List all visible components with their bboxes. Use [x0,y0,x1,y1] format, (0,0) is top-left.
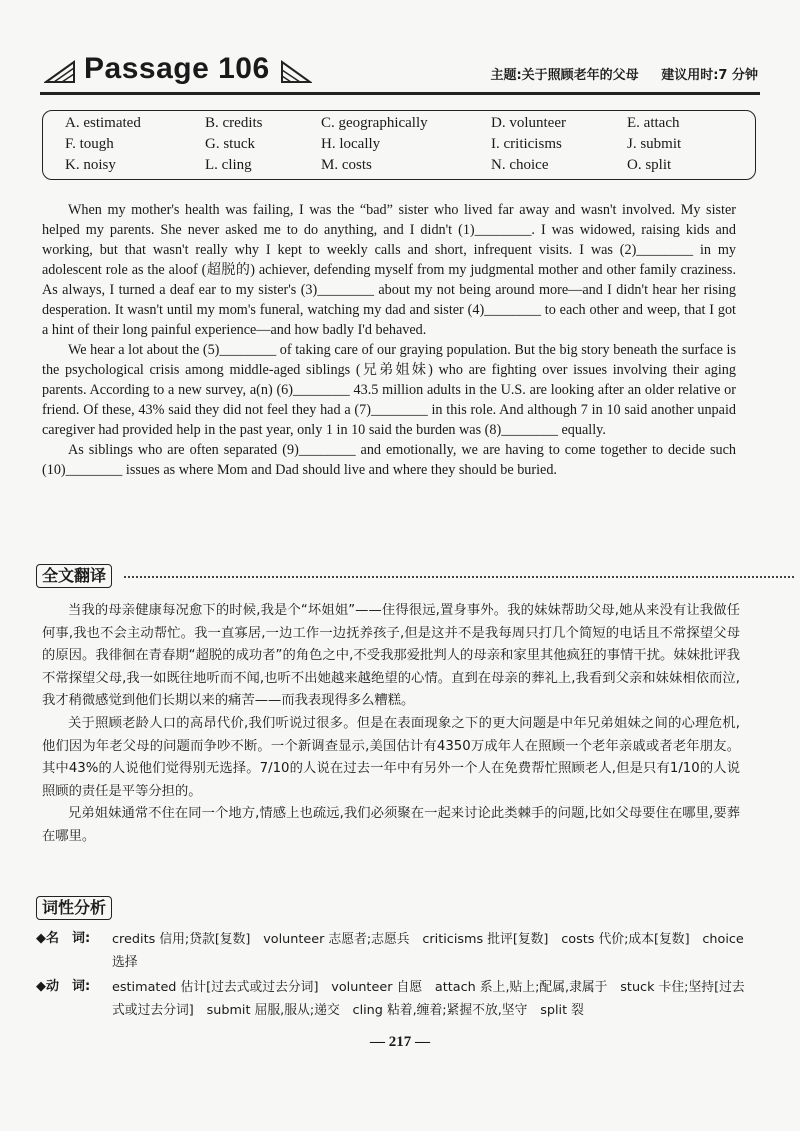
page-header [40,52,760,92]
passage-paragraph: As siblings who are often separated (9)________ and emotionally, we are having to come together to decide such (10)________ issues as where Mom and Dad should live and where they should be buried. [42,442,736,478]
translation-paragraph: 当我的母亲健康每况愈下的时候,我是个“坏姐姐”——住得很远,置身事外。我的妹妹帮助父母,她从来没有让我做任何事,我也不会主动帮忙。我一直寡居,一边工作一边抚养孩子,但是这并不是我每周只打几个简短的电话且不常探望父母的原因。我徘徊在青春期“超脱的成功者”的角色之中,不受我那爱批判人的母亲和家里其他疯狂的事情干扰。妹妹批评我不常探望父母,我一如既往地听而不闻,也听不出她越来越绝望的心情。直到在母亲的葬礼上,我看到父亲和妹妹相依而泣,我才稍微感觉到他们长期以来的痛苦——而我表现得多么糟糕。 [42,603,740,709]
translation-paragraph: 兄弟姐妹通常不住在同一个地方,情感上也疏远,我们必须聚在一起来讨论此类棘手的问题,比如父母要住在哪里,要葬在哪里。 [42,806,740,844]
word-bank-row [43,136,755,158]
word-option: G. stuck [205,136,255,152]
passage-paragraph: We hear a lot about the (5)________ of taking care of our graying population. But the big story beneath the surface is the psychological crisis among middle-aged siblings (兄弟姐妹) who are fighting over issues involving their aging parents. According to a new survey, a(n) (6)________ 43.5 million adults in the U.S. are looking after an older relative or friend. Of these, 43% said they did not feel they had a (7)________ in this role. And although 7 in 10 said another unpaid caregiver had provided help in the past year, only 1 in 10 said the burden was (8)________ equally. [42,342,736,438]
pos-label: 词性分析 [36,896,112,920]
topic-label: 主题:关于照顾老年的父母 [490,68,639,83]
word-option: A. estimated [65,115,141,131]
word-option: F. tough [65,136,114,152]
pos-row-text: estimated 估计[过去式或过去分词] volunteer 自愿 attach 系上,贴上;配属,隶属于 stuck 卡住;坚持[过去式或过去分词] submit 屈服,服从;递交 cling 粘着,缠着;紧握不放,坚守 split 裂 [112,980,745,1018]
word-option: I. criticisms [491,136,562,152]
pos-row-label: ◆动 词: [36,979,91,994]
pos-row-nouns [36,928,752,974]
word-option: J. submit [627,136,682,152]
word-option: L. cling [205,157,252,173]
pos-section-header [36,896,112,920]
word-option: D. volunteer [491,115,566,131]
word-bank-row [43,115,755,137]
pos-row-text: credits 信用;贷款[复数] volunteer 志愿者;志愿兵 criticisms 批评[复数] costs 代价;成本[复数] choice 选择 [112,932,744,970]
header-rule [40,92,760,95]
word-option: O. split [627,157,672,173]
word-bank-row [43,157,755,179]
left-triangle-icon [44,60,78,84]
page-number: — 217 — [370,1034,430,1050]
word-option: N. choice [491,157,549,173]
word-option: M. costs [321,157,372,173]
word-option: B. credits [205,115,263,131]
time-label: 建议用时:7 分钟 [661,68,758,83]
passage-paragraph: When my mother's health was failing, I was the “bad” sister who lived far away and wasn't involved. My sister helped my parents. She never asked me to do anything, and I didn't (1)________. I was widowed, raising kids and working, but that wasn't really why I kept to weekly calls and short, infrequent visits. I was (2)________ in my adolescent role as the aloof (超脱的) achiever, defending myself from my judgmental mother and other family craziness. As always, I turned a deaf ear to my sister's (3)________ about my not being around more—and I didn't hear her rising desperation. It wasn't until my mom's funeral, watching my dad and sister (4)________ to each other and weep, that I got a hint of their long painful experience—and how badly I'd behaved. [42,202,736,338]
translation-section-header [36,564,112,588]
passage-meta [472,64,758,83]
pos-list [36,928,752,1024]
word-option: K. noisy [65,157,116,173]
dotted-rule [124,576,794,578]
translation-label: 全文翻译 [36,564,112,588]
word-option: E. attach [627,115,680,131]
pos-row-label: ◆名 词: [36,931,91,946]
word-bank [42,110,756,180]
pos-row-verbs [36,976,752,1022]
word-option: H. locally [321,136,381,152]
word-option: C. geographically [321,115,428,131]
translation-text [42,600,740,849]
passage-text [42,200,736,480]
translation-paragraph: 关于照顾老龄人口的高昂代价,我们听说过很多。但是在表面现象之下的更大问题是中年兄弟姐妹之间的心理危机,他们因为年老父母的问题而争吵不断。一个新调查显示,美国估计有4350万成年人在照顾一个老年亲戚或者老年朋友。其中43%的人说他们觉得别无选择。7/10的人说在过去一年中有另外一个人在免费帮忙照顾老人,但是只有1/10的人说照顾的责任是平等分担的。 [42,715,740,799]
passage-title: Passage 106 [84,52,270,85]
right-triangle-icon [278,60,312,84]
